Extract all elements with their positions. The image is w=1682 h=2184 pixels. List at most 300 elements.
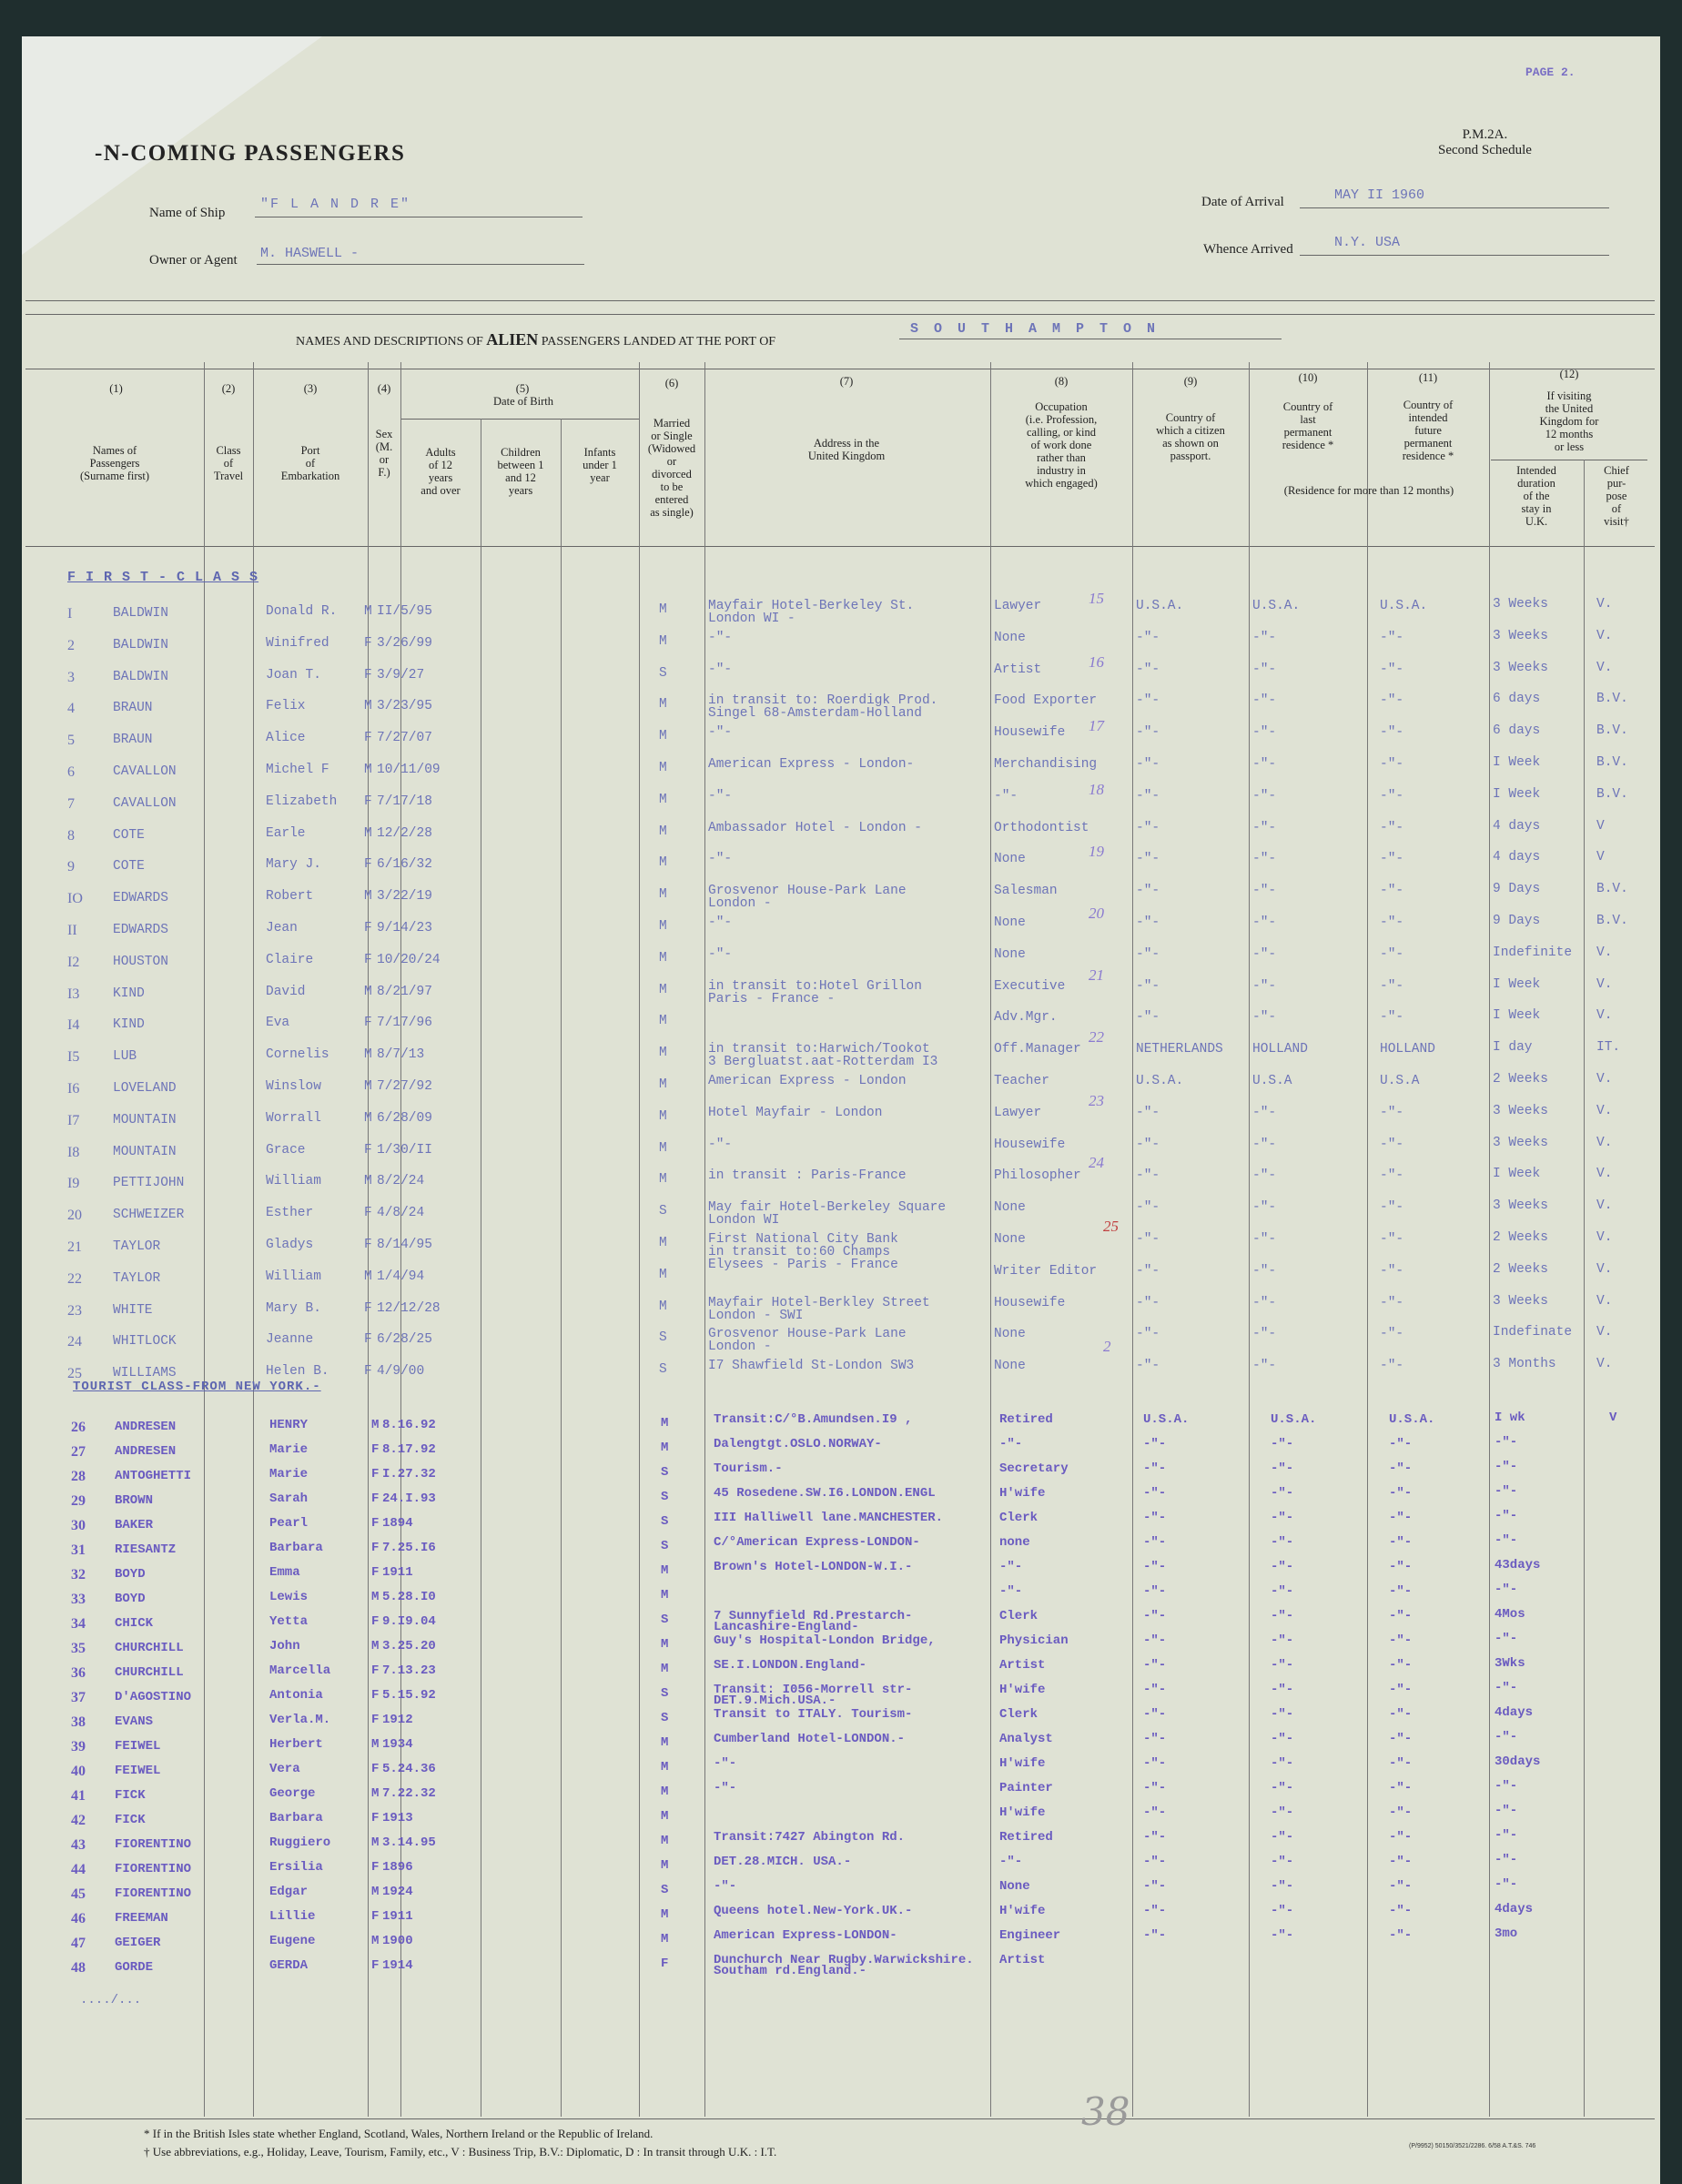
future-residence: -"- xyxy=(1389,1461,1413,1476)
first-name: Edgar xyxy=(269,1885,309,1899)
row-number: I4 xyxy=(67,1017,80,1034)
occupation: Artist xyxy=(999,1953,1046,1967)
address-line: Mayfair Hotel-Berkeley St. xyxy=(708,599,915,613)
occupation: Physician xyxy=(999,1633,1069,1648)
first-name: Winslow xyxy=(266,1079,321,1094)
citizenship: -"- xyxy=(1136,884,1160,899)
address-line: in transit to:Harwich/Tookot xyxy=(708,1042,930,1057)
marital-status: M xyxy=(659,761,667,775)
future-residence: -"- xyxy=(1380,852,1404,867)
citizenship: -"- xyxy=(1143,1461,1167,1476)
citizenship: -"- xyxy=(1143,1928,1167,1943)
row-number: 24 xyxy=(67,1334,82,1350)
last-residence: -"- xyxy=(1252,852,1277,867)
date-of-birth: 3.14.95 xyxy=(382,1835,436,1850)
occupation: Analyst xyxy=(999,1732,1053,1746)
stay-duration: 43days xyxy=(1495,1558,1541,1572)
citizenship: -"- xyxy=(1143,1805,1167,1820)
surname: EDWARDS xyxy=(113,891,168,906)
future-residence: -"- xyxy=(1380,820,1404,835)
future-residence: -"- xyxy=(1380,1232,1404,1247)
citizenship: -"- xyxy=(1136,1137,1160,1152)
stay-duration: 9 Days xyxy=(1493,914,1541,928)
marital-status: M xyxy=(661,1834,669,1848)
citizenship: -"- xyxy=(1136,630,1160,645)
citizenship: -"- xyxy=(1143,1683,1167,1697)
address-line: Dalengtgt.OSLO.NORWAY- xyxy=(714,1437,882,1451)
last-residence: U.S.A. xyxy=(1252,599,1301,613)
surname: CAVALLON xyxy=(113,764,177,779)
date-of-birth: 5.24.36 xyxy=(382,1762,436,1776)
future-residence: -"- xyxy=(1389,1658,1413,1673)
marital-status: M xyxy=(659,1299,667,1314)
column-divider xyxy=(639,362,640,2117)
occupation: H'wife xyxy=(999,1683,1046,1697)
first-name: Michel F xyxy=(266,763,329,777)
stay-duration: 3Wks xyxy=(1495,1656,1525,1671)
col-address: Address in the United Kingdom xyxy=(807,437,886,462)
future-residence: -"- xyxy=(1389,1707,1413,1722)
last-residence: HOLLAND xyxy=(1252,1042,1308,1057)
last-residence: -"- xyxy=(1252,1010,1277,1026)
marital-status: M xyxy=(661,1858,669,1873)
date-of-birth: 12/12/28 xyxy=(377,1300,441,1316)
arrival-label: Date of Arrival xyxy=(1201,195,1284,209)
occupation: None xyxy=(994,630,1026,645)
first-name: Marie xyxy=(269,1442,309,1457)
column-divider xyxy=(1584,460,1585,2117)
sex: F xyxy=(371,1909,380,1924)
last-residence: -"- xyxy=(1252,1137,1277,1152)
sex: M xyxy=(371,1934,380,1948)
marital-status: M xyxy=(661,1416,669,1431)
row-number: 28 xyxy=(71,1469,86,1484)
marital-status: M xyxy=(661,1809,669,1824)
col-num: (6) xyxy=(664,377,679,389)
visit-purpose: V xyxy=(1596,818,1605,834)
address-line: Ambassador Hotel - London - xyxy=(708,820,922,835)
date-of-birth: 7/27/92 xyxy=(377,1079,432,1094)
last-residence: -"- xyxy=(1271,1830,1294,1845)
last-residence: -"- xyxy=(1252,630,1277,645)
occupation: Housewife xyxy=(994,1295,1066,1310)
marital-status: M xyxy=(659,855,667,871)
date-of-birth: 6/28/09 xyxy=(377,1110,432,1126)
address-line: III Halliwell lane.MANCHESTER. xyxy=(714,1511,944,1525)
col-num: (7) xyxy=(839,375,854,388)
row-number: I5 xyxy=(67,1049,80,1066)
first-name: Emma xyxy=(269,1565,300,1580)
address-line: Cumberland Hotel-LONDON.- xyxy=(714,1732,906,1746)
date-of-birth: 5.28.I0 xyxy=(382,1590,436,1604)
col-future-residence: Country of intended future permanent residence * xyxy=(1402,399,1454,462)
stay-duration: -"- xyxy=(1495,1853,1518,1867)
first-name: Sarah xyxy=(269,1491,309,1506)
row-number: I2 xyxy=(67,954,80,970)
first-name: Esther xyxy=(266,1206,314,1221)
last-residence: -"- xyxy=(1271,1732,1294,1746)
surname: GORDE xyxy=(115,1960,154,1975)
future-residence: -"- xyxy=(1380,1359,1404,1374)
surname: WILLIAMS xyxy=(113,1366,177,1381)
occupation: Engineer xyxy=(999,1928,1061,1943)
address-line: American Express - London- xyxy=(708,757,915,772)
address-line: -"- xyxy=(708,946,733,962)
stay-duration: Indefinate xyxy=(1493,1325,1573,1340)
surname: ANDRESEN xyxy=(115,1420,177,1434)
first-name: Jean xyxy=(266,921,298,935)
address-line: 45 Rosedene.SW.I6.LONDON.ENGL xyxy=(714,1486,936,1501)
surname: FREEMAN xyxy=(115,1911,168,1926)
date-of-birth: 1911 xyxy=(382,1565,413,1580)
address-line: -"- xyxy=(708,788,733,804)
marital-status: M xyxy=(659,697,667,713)
last-residence: -"- xyxy=(1252,946,1277,962)
citizenship: -"- xyxy=(1136,1010,1160,1026)
stay-duration: 4Mos xyxy=(1495,1607,1525,1622)
sex: M xyxy=(371,1418,380,1432)
address-line: -"- xyxy=(714,1756,737,1771)
column-divider xyxy=(1249,362,1250,2117)
residence-note: (Residence for more than 12 months) xyxy=(1283,484,1454,497)
future-residence: -"- xyxy=(1380,1010,1404,1026)
date-of-birth: II/5/95 xyxy=(377,604,432,619)
marital-status: S xyxy=(661,1711,669,1725)
future-residence: -"- xyxy=(1389,1584,1413,1599)
row-number: 46 xyxy=(71,1911,86,1926)
date-of-birth: 8/14/95 xyxy=(377,1238,432,1252)
row-number: 2 xyxy=(67,637,75,653)
marital-status: M xyxy=(661,1932,669,1946)
continued-mark: ..../... xyxy=(80,1993,142,2007)
last-residence: -"- xyxy=(1252,1263,1277,1279)
marital-status: M xyxy=(659,633,667,649)
occupation: Retired xyxy=(999,1830,1053,1845)
table-header-bottom-rule xyxy=(25,546,1655,547)
date-of-birth: 8/21/97 xyxy=(377,984,432,999)
citizenship: U.S.A. xyxy=(1136,1074,1184,1088)
marital-status: S xyxy=(661,1465,669,1480)
first-name: GERDA xyxy=(269,1958,309,1973)
address-line: Grosvenor House-Park Lane xyxy=(708,884,907,899)
sex: M xyxy=(364,1269,372,1284)
date-of-birth: 7/17/96 xyxy=(377,1016,432,1031)
date-of-birth: 1911 xyxy=(382,1909,413,1924)
marital-status: M xyxy=(661,1760,669,1774)
first-name: Eugene xyxy=(269,1934,316,1948)
date-of-birth: 1934 xyxy=(382,1737,413,1752)
citizenship: -"- xyxy=(1143,1437,1167,1451)
citizenship: -"- xyxy=(1136,788,1160,804)
last-residence: -"- xyxy=(1271,1904,1294,1918)
occupation: Salesman xyxy=(994,884,1058,899)
date-of-birth: 1894 xyxy=(382,1516,413,1531)
marital-status: S xyxy=(661,1883,669,1897)
surname: BRAUN xyxy=(113,733,153,748)
future-residence: -"- xyxy=(1389,1486,1413,1501)
first-name: Alice xyxy=(266,731,306,746)
stay-duration: 4 days xyxy=(1493,850,1541,865)
occupation: Executive xyxy=(994,978,1066,994)
citizenship: -"- xyxy=(1136,1359,1160,1374)
citizenship: -"- xyxy=(1143,1879,1167,1894)
future-residence: -"- xyxy=(1380,1263,1404,1279)
future-residence: -"- xyxy=(1389,1609,1413,1623)
date-of-birth: 10/20/24 xyxy=(377,952,441,967)
stay-duration: I day xyxy=(1493,1040,1533,1056)
future-residence: -"- xyxy=(1380,978,1404,994)
address-line: Mayfair Hotel-Berkley Street xyxy=(708,1295,930,1310)
col-num: (12) xyxy=(1559,368,1579,380)
date-of-birth: 1/4/94 xyxy=(377,1269,425,1284)
citizenship: -"- xyxy=(1143,1560,1167,1574)
visit-purpose: V. xyxy=(1596,1325,1613,1340)
future-residence: -"- xyxy=(1389,1511,1413,1525)
surname: LUB xyxy=(113,1049,137,1065)
surname: FEIWEL xyxy=(115,1739,161,1754)
visit-purpose: V. xyxy=(1596,1008,1613,1024)
visit-purpose: B.V. xyxy=(1596,755,1628,770)
first-name: Marie xyxy=(269,1467,309,1481)
header-rule xyxy=(25,300,1655,301)
visit-purpose: V. xyxy=(1596,1167,1613,1182)
marital-status: M xyxy=(659,824,667,839)
surname: MOUNTAIN xyxy=(113,1112,177,1127)
occupation: -"- xyxy=(999,1855,1023,1869)
row-number: 27 xyxy=(71,1444,86,1460)
marital-status: F xyxy=(661,1956,669,1971)
last-residence: -"- xyxy=(1271,1486,1294,1501)
occupation: H'wife xyxy=(999,1486,1046,1501)
occupation: None xyxy=(994,915,1026,930)
date-of-birth: 1/30/II xyxy=(377,1142,432,1158)
visit-purpose: V. xyxy=(1596,628,1613,643)
address-line: Guy's Hospital-London Bridge, xyxy=(714,1633,936,1648)
future-residence: -"- xyxy=(1380,1327,1404,1342)
first-name: Barbara xyxy=(269,1811,323,1825)
surname: TAYLOR xyxy=(113,1239,161,1254)
first-name: Claire xyxy=(266,952,314,967)
future-residence: -"- xyxy=(1389,1437,1413,1451)
marital-status: S xyxy=(661,1686,669,1701)
sex: M xyxy=(364,889,372,905)
row-number: 47 xyxy=(71,1936,86,1951)
last-residence: -"- xyxy=(1271,1805,1294,1820)
sex: M xyxy=(364,825,372,841)
last-residence: -"- xyxy=(1271,1535,1294,1550)
citizenship: -"- xyxy=(1143,1732,1167,1746)
surname: KIND xyxy=(113,1017,145,1033)
address-line: Southam rd.England.- xyxy=(714,1964,867,1978)
first-name: William xyxy=(266,1174,321,1189)
occupation: Writer Editor xyxy=(994,1263,1098,1279)
occupation: Clerk xyxy=(999,1707,1039,1722)
occupation: Teacher xyxy=(994,1074,1049,1088)
last-residence: -"- xyxy=(1252,1200,1277,1216)
surname: PETTIJOHN xyxy=(113,1176,185,1191)
citizenship: -"- xyxy=(1136,1327,1160,1342)
form-code xyxy=(1438,127,1532,158)
stay-duration: -"- xyxy=(1495,1533,1518,1548)
col-class: Class of Travel xyxy=(213,444,244,482)
visit-purpose: V. xyxy=(1596,1072,1613,1087)
stay-duration: 6 days xyxy=(1493,723,1541,739)
names-title-alien: ALIEN xyxy=(486,330,539,349)
first-name: Mary B. xyxy=(266,1300,321,1316)
stay-duration: 30days xyxy=(1495,1754,1541,1769)
names-title-pre: NAMES AND DESCRIPTIONS OF xyxy=(296,335,483,349)
sex: M xyxy=(371,1835,380,1850)
future-residence: -"- xyxy=(1389,1633,1413,1648)
col-visit-duration: Intended duration of the stay in U.K. xyxy=(1516,464,1556,528)
surname: ANDRESEN xyxy=(115,1444,177,1459)
print-reference: (P/9952) 50150/3521/2286. 6/58 A.T.&S. 746 xyxy=(1409,2143,1536,2149)
names-title xyxy=(296,330,775,349)
last-residence: -"- xyxy=(1271,1707,1294,1722)
column-divider xyxy=(704,362,705,2117)
dob-subrule xyxy=(400,419,639,420)
first-name: Barbara xyxy=(269,1541,323,1555)
surname: KIND xyxy=(113,986,145,1001)
first-name: Elizabeth xyxy=(266,794,338,809)
address-line: 7 Sunnyfield Rd.Prestarch- xyxy=(714,1609,913,1623)
visit-purpose: V. xyxy=(1596,976,1613,992)
last-residence: -"- xyxy=(1252,725,1277,741)
first-name: Ersilia xyxy=(269,1860,323,1875)
citizenship: -"- xyxy=(1136,978,1160,994)
col-num: (1) xyxy=(109,382,123,395)
marital-status: M xyxy=(661,1441,669,1455)
first-name: Mary J. xyxy=(266,857,321,873)
occupation: -"- xyxy=(999,1437,1023,1451)
marital-status: M xyxy=(661,1907,669,1922)
first-name: Earle xyxy=(266,825,306,841)
future-residence: -"- xyxy=(1380,662,1404,677)
stay-duration: I Week xyxy=(1493,1008,1541,1024)
first-name: Vera xyxy=(269,1762,300,1776)
row-number: I6 xyxy=(67,1081,80,1097)
sex: F xyxy=(371,1467,380,1481)
col-visit-purpose: Chief pur- pose of visit† xyxy=(1604,464,1629,528)
sex: F xyxy=(371,1565,380,1580)
last-residence: -"- xyxy=(1252,820,1277,835)
first-name: Grace xyxy=(266,1142,306,1158)
col-num: (3) xyxy=(303,382,318,395)
stay-duration: -"- xyxy=(1495,1804,1518,1818)
citizenship: -"- xyxy=(1143,1781,1167,1795)
first-name: Ruggiero xyxy=(269,1835,331,1850)
first-name: David xyxy=(266,984,306,999)
sex: M xyxy=(364,699,372,714)
occupation: H'wife xyxy=(999,1756,1046,1771)
sex: F xyxy=(364,1142,372,1158)
citizenship: -"- xyxy=(1143,1830,1167,1845)
stay-duration: 3 Weeks xyxy=(1493,628,1548,643)
date-of-birth: 9/14/23 xyxy=(377,921,432,935)
address-line: Lancashire-England- xyxy=(714,1620,859,1634)
future-residence: -"- xyxy=(1389,1683,1413,1697)
sex: F xyxy=(364,1016,372,1031)
stay-duration: 2 Weeks xyxy=(1493,1072,1548,1087)
address-line: American Express - London xyxy=(708,1074,907,1088)
address-line: in transit to:60 Champs xyxy=(708,1245,891,1259)
future-residence: -"- xyxy=(1389,1830,1413,1845)
occupation: Artist xyxy=(999,1658,1046,1673)
future-residence: -"- xyxy=(1380,725,1404,741)
row-number: 22 xyxy=(67,1270,82,1287)
surname: FICK xyxy=(115,1813,146,1827)
citizenship: -"- xyxy=(1136,915,1160,930)
row-number: I7 xyxy=(67,1112,80,1128)
address-line: First National City Bank xyxy=(708,1232,898,1247)
stay-duration: -"- xyxy=(1495,1632,1518,1646)
occupation: -"- xyxy=(994,788,1018,804)
marital-status: M xyxy=(659,1108,667,1124)
first-name: Jeanne xyxy=(266,1332,314,1348)
citizenship: -"- xyxy=(1143,1904,1167,1918)
visit-purpose: B.V. xyxy=(1596,692,1628,707)
visit-purpose: V. xyxy=(1596,1261,1613,1277)
last-residence: -"- xyxy=(1271,1855,1294,1869)
surname: CHURCHILL xyxy=(115,1641,184,1655)
col-names: Names of Passengers (Surname first) xyxy=(79,444,150,482)
date-of-birth: 7/17/18 xyxy=(377,794,432,809)
row-number: 23 xyxy=(67,1302,82,1319)
address-line: Transit to ITALY. Tourism- xyxy=(714,1707,913,1722)
sex: F xyxy=(371,1516,380,1531)
column-divider xyxy=(204,362,205,2117)
citizenship: -"- xyxy=(1136,725,1160,741)
occupation: Philosopher xyxy=(994,1168,1081,1184)
stay-duration: 3 Weeks xyxy=(1493,1135,1548,1150)
citizenship: -"- xyxy=(1136,1200,1160,1216)
arrival-rule xyxy=(1300,207,1609,208)
citizenship: U.S.A. xyxy=(1136,599,1184,613)
visit-purpose: V xyxy=(1609,1410,1617,1425)
future-residence: -"- xyxy=(1389,1879,1413,1894)
sex: F xyxy=(371,1614,380,1629)
stay-duration: -"- xyxy=(1495,1460,1518,1474)
marital-status: M xyxy=(661,1563,669,1578)
date-of-birth: 8/7/13 xyxy=(377,1047,425,1063)
future-residence: -"- xyxy=(1389,1904,1413,1918)
visit-purpose: V. xyxy=(1596,660,1613,675)
col-num: (9) xyxy=(1183,375,1198,388)
sex: F xyxy=(364,857,372,873)
date-of-birth: 1914 xyxy=(382,1958,413,1973)
last-residence: -"- xyxy=(1252,1295,1277,1310)
marital-status: M xyxy=(659,950,667,966)
sex: F xyxy=(371,1491,380,1506)
row-number: I8 xyxy=(67,1144,80,1160)
marital-status: M xyxy=(659,1267,667,1282)
col-port: Port of Embarkation xyxy=(280,444,340,482)
citizenship: NETHERLANDS xyxy=(1136,1042,1223,1057)
occupation: Retired xyxy=(999,1412,1053,1427)
last-residence: -"- xyxy=(1271,1658,1294,1673)
stay-duration: -"- xyxy=(1495,1877,1518,1892)
page-number: PAGE 2. xyxy=(1525,66,1576,79)
future-residence: U.S.A xyxy=(1380,1074,1420,1088)
stay-duration: 9 Days xyxy=(1493,882,1541,897)
citizenship: -"- xyxy=(1143,1584,1167,1599)
citizenship: -"- xyxy=(1143,1511,1167,1525)
col-num: (5) xyxy=(515,382,530,395)
citizenship: -"- xyxy=(1143,1633,1167,1648)
first-name: Worrall xyxy=(266,1110,321,1126)
surname: BALDWIN xyxy=(113,606,168,621)
stay-duration: -"- xyxy=(1495,1435,1518,1450)
